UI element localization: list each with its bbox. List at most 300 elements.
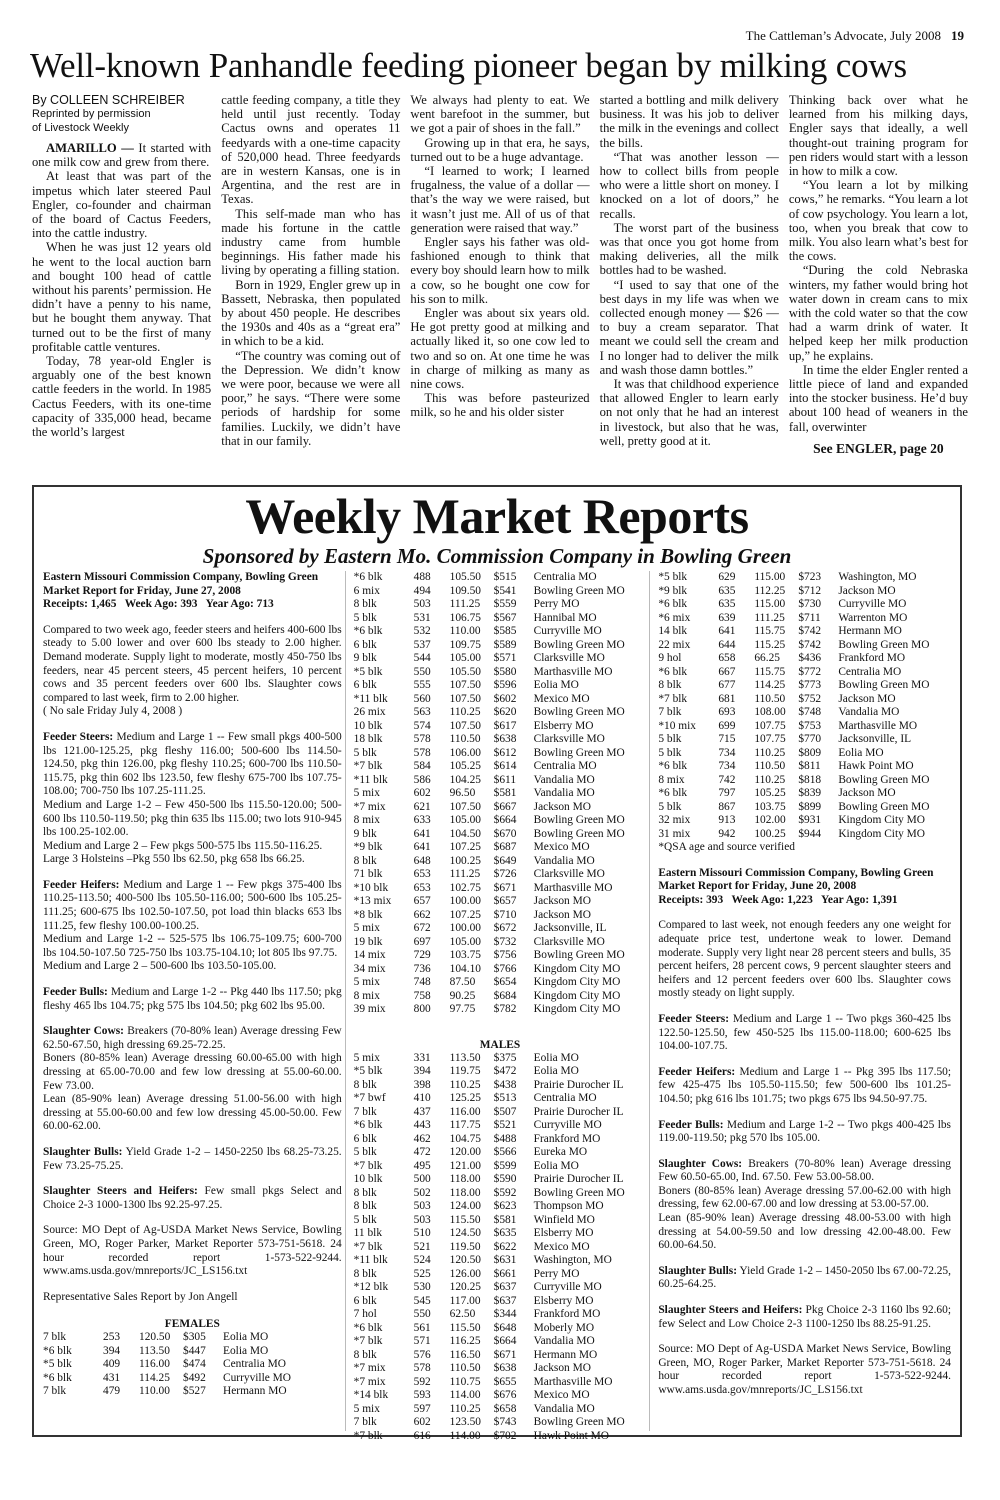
price-per-head: $648 xyxy=(493,1321,517,1334)
head-and-type: 5 mix xyxy=(353,787,380,799)
sales-row xyxy=(658,571,951,585)
consignor-location: Vandalia MO xyxy=(533,773,595,786)
head-and-type: 8 blk xyxy=(353,598,377,610)
avg-weight: 410 xyxy=(413,1092,431,1104)
consignor-location: Curryville MO xyxy=(533,1281,602,1293)
head-and-type: 34 mix xyxy=(353,962,386,975)
sales-row xyxy=(43,1372,342,1386)
avg-weight: 699 xyxy=(718,719,736,732)
price-cwt: 102.75 xyxy=(449,881,481,894)
source-note: Source: MO Dept of Ag-USDA Market News Service, Bowling Green, MO, Roger Parker, Market Reporter 573-751-5618. 24 hour recorded report 1-573-522-9244. www.ams.usda.gov/mnreports/JC_LS156.txt xyxy=(43,1224,342,1278)
report-2-sections xyxy=(658,1013,951,1331)
head-and-type: *5 blk xyxy=(353,1065,383,1077)
avg-weight: 462 xyxy=(413,1132,431,1145)
section-label: Slaughter Bulls: xyxy=(658,1264,737,1277)
head-and-type: 8 blk xyxy=(353,1200,377,1212)
price-cwt: 110.25 xyxy=(449,1402,481,1415)
avg-weight: 253 xyxy=(103,1331,121,1344)
price-per-head: $702 xyxy=(493,1429,517,1442)
sales-row xyxy=(354,1416,647,1430)
consignor-location: Moberly MO xyxy=(533,1321,595,1334)
avg-weight: 530 xyxy=(413,1281,431,1293)
avg-weight: 586 xyxy=(413,773,431,786)
consignor-location: Eolia MO xyxy=(223,1331,269,1344)
head-and-type: *10 blk xyxy=(353,881,389,894)
head-and-type: 31 mix xyxy=(658,827,691,840)
consignor-location: Centralia MO xyxy=(838,665,902,678)
price-per-head: $730 xyxy=(798,598,822,610)
price-cwt: 104.75 xyxy=(449,1132,481,1145)
consignor-location: Bowling Green MO xyxy=(533,827,625,840)
section-label: Feeder Steers: xyxy=(658,1012,730,1025)
avg-weight: 729 xyxy=(413,949,431,961)
price-cwt: 115.50 xyxy=(449,1321,481,1334)
consignor-location: Mexico MO xyxy=(533,841,590,853)
price-cwt: 110.25 xyxy=(754,746,786,759)
sales-row xyxy=(354,1335,647,1349)
price-per-head: $581 xyxy=(493,787,517,799)
article-body xyxy=(32,93,968,481)
price-cwt: 107.75 xyxy=(754,719,786,732)
price-per-head: $671 xyxy=(493,1348,517,1361)
head-and-type: *7 blk xyxy=(353,1240,383,1253)
price-cwt: 105.50 xyxy=(449,665,481,678)
price-per-head: $664 xyxy=(493,814,517,826)
head-and-type: 9 blk xyxy=(353,652,377,664)
consignor-location: Winfield MO xyxy=(533,1213,595,1226)
price-per-head: $782 xyxy=(493,1003,517,1015)
avg-weight: 545 xyxy=(413,1294,431,1307)
section-line: Pkg Choice 2-3 1160 lbs 92.60; few Select and Low Choice 2-3 1100-1250 lbs 88.25-91.25. xyxy=(658,1304,951,1330)
sales-row xyxy=(354,1079,647,1093)
head-and-type: *9 blk xyxy=(658,584,688,597)
head-and-type: 8 blk xyxy=(353,1186,377,1199)
market-section xyxy=(658,1304,951,1331)
avg-weight: 639 xyxy=(718,611,736,624)
section-line: Yield Grade 1-2 – 1450-2050 lbs 67.00-72.25, 60.25-64.25. xyxy=(658,1264,951,1291)
head-and-type: *7 blk xyxy=(353,1335,383,1347)
consignor-location: Vandalia MO xyxy=(533,1335,595,1347)
head-and-type: 8 blk xyxy=(353,1267,377,1280)
paragraph: “You learn a lot by milking cows,” he remarks. “You learn a lot of cow psychology. You learn a lot, too, when you break that cow to milk. You also learn what’s best for the cows. xyxy=(788,178,969,264)
consignor-location: Washington, MO xyxy=(838,571,917,583)
price-per-head: $655 xyxy=(493,1375,517,1388)
sales-row xyxy=(354,1200,647,1214)
sales-row xyxy=(658,760,951,774)
price-per-head: $623 xyxy=(493,1200,517,1212)
sales-row xyxy=(354,598,647,612)
price-cwt: 115.00 xyxy=(754,571,786,583)
price-cwt: 96.50 xyxy=(449,787,476,799)
head-and-type: 6 blk xyxy=(353,1294,377,1307)
head-and-type: 8 blk xyxy=(353,854,377,867)
price-per-head: $513 xyxy=(493,1092,517,1104)
market-section xyxy=(43,1025,342,1134)
consignor-location: Elsberry MO xyxy=(533,1294,594,1307)
head-and-type: 5 blk xyxy=(353,1146,377,1158)
price-cwt: 110.00 xyxy=(139,1385,170,1398)
report-summary: Compared to two week ago, feeder steers and heifers 400-600 lbs steady to 5.00 lower and over 600 lbs steady to 2.00 higher. Demand moderate. Supply light to moderate, mostly 450-750 lbs feeders, near 45 percent steers, 45 percent heifers, 10 percent cows and 35 percent feeders over 600 lbs. Slaughter cows compared to last week, firm to 2.00 higher. xyxy=(43,623,342,704)
consignor-location: Jackson MO xyxy=(838,787,896,799)
market-section xyxy=(658,1158,951,1253)
avg-weight: 641 xyxy=(413,841,431,853)
sales-row xyxy=(354,1214,647,1228)
avg-weight: 488 xyxy=(413,571,431,583)
price-cwt: 111.25 xyxy=(754,611,785,624)
sales-row xyxy=(354,720,647,734)
sales-row xyxy=(354,666,647,680)
section-label: Slaughter Cows: xyxy=(43,1025,124,1038)
avg-weight: 531 xyxy=(413,611,431,624)
avg-weight: 537 xyxy=(413,638,431,651)
consignor-location: Curryville MO xyxy=(838,598,907,610)
section-label: Slaughter Steers and Heifers: xyxy=(43,1185,198,1198)
paragraph: “During the cold Nebraska winters, my father would bring hot water down in cream cans to mix with the cold water so that the cow had a warm drink of water. It helped keep her milk production up,” he explains. xyxy=(788,263,969,363)
section-line: Medium and Large 1 -- Few pkgs 375-400 lbs 110.25-113.50; 400-500 lbs 105.50-116.00; 500-600 lbs 105.25-111.25; 600-675 lbs 102.50-107.50, pot load thin blacks 653 lbs 111.25, few fleshy 100.00-100.25. xyxy=(43,878,342,932)
price-per-head: $818 xyxy=(798,773,822,786)
price-cwt: 120.25 xyxy=(449,1281,481,1293)
price-cwt: 104.50 xyxy=(449,827,481,840)
continued-link[interactable]: See ENGLER, page 20 xyxy=(813,440,944,456)
sales-row xyxy=(658,787,951,801)
section-line: Breakers (70-80% lean) Average dressing Few 60.50-65.00, Ind. 67.50. Few 53.00-58.00. xyxy=(658,1157,951,1184)
sales-row xyxy=(354,1146,647,1160)
females-heading: FEMALES xyxy=(164,1318,220,1331)
head-and-type: 26 mix xyxy=(353,706,386,718)
head-and-type: *6 blk xyxy=(658,665,688,678)
price-cwt: 107.50 xyxy=(449,800,481,813)
price-per-head: $752 xyxy=(798,692,822,705)
avg-weight: 525 xyxy=(413,1267,431,1280)
consignor-location: Jacksonville, IL xyxy=(533,922,607,934)
consignor-location: Eureka MO xyxy=(533,1146,588,1158)
section-line: Lean (85-90% lean) Average dressing 51.00-56.00 with high dressing at 55.00-60.00 and few low dressing 45.00-50.00. Few 60.00-62.00. xyxy=(43,1093,342,1133)
market-section xyxy=(658,1265,951,1292)
avg-weight: 662 xyxy=(413,908,431,921)
price-per-head: $488 xyxy=(493,1132,517,1145)
avg-weight: 616 xyxy=(413,1429,431,1442)
avg-weight: 479 xyxy=(103,1385,121,1398)
head-and-type: *7 blk xyxy=(353,760,383,772)
consignor-location: Perry MO xyxy=(533,598,580,610)
section-label: Slaughter Steers and Heifers: xyxy=(658,1304,803,1317)
consignor-location: Mexico MO xyxy=(533,1389,590,1401)
price-per-head: $571 xyxy=(493,652,517,664)
price-per-head: $687 xyxy=(493,841,517,853)
sales-row xyxy=(354,612,647,626)
avg-weight: 913 xyxy=(718,814,736,826)
head-and-type: 7 blk xyxy=(43,1331,67,1344)
price-per-head: $649 xyxy=(493,854,517,867)
consignor-location: Jackson MO xyxy=(838,584,896,597)
avg-weight: 510 xyxy=(413,1227,431,1239)
consignor-location: Vandalia MO xyxy=(533,1402,595,1415)
price-cwt: 120.50 xyxy=(449,1254,481,1266)
source-note: Source: MO Dept of Ag-USDA Market News Service, Bowling Green, MO, Roger Parker, Market Reporter 573-751-5618. 24 hour recorded report 1-573-522-9244. www.ams.usda.gov/mnreports/JC_LS156.txt xyxy=(658,1343,951,1396)
sales-row xyxy=(354,990,647,1004)
consignor-location: Marthasville MO xyxy=(838,719,918,732)
avg-weight: 398 xyxy=(413,1078,431,1091)
market-reports-title: Weekly Market Reports xyxy=(245,488,749,544)
sales-row xyxy=(354,936,647,950)
section-line: Breakers (70-80% lean) Average dressing Few 62.50-67.50, high dressing 69.25-72.25. xyxy=(43,1025,342,1051)
avg-weight: 715 xyxy=(718,733,736,745)
head-and-type: *5 blk xyxy=(353,665,383,678)
price-cwt: 110.00 xyxy=(449,625,481,637)
price-per-head: $839 xyxy=(798,787,822,799)
price-cwt: 120.50 xyxy=(139,1331,171,1344)
price-per-head: $527 xyxy=(183,1385,206,1398)
sales-row xyxy=(354,1092,647,1106)
consignor-location: Frankford MO xyxy=(838,652,906,664)
head-and-type: 6 blk xyxy=(353,679,377,691)
consignor-location: Marthasville MO xyxy=(533,881,613,894)
sales-row xyxy=(354,1389,647,1403)
avg-weight: 592 xyxy=(413,1375,431,1388)
running-head xyxy=(746,28,964,44)
head-and-type: *7 mix xyxy=(353,1375,386,1388)
price-per-head: $567 xyxy=(493,611,517,624)
price-cwt: 119.75 xyxy=(449,1065,481,1077)
sales-row xyxy=(354,895,647,909)
price-cwt: 90.25 xyxy=(449,989,476,1002)
price-per-head: $541 xyxy=(493,584,517,597)
price-per-head: $756 xyxy=(493,949,517,961)
avg-weight: 431 xyxy=(103,1371,121,1384)
price-cwt: 113.50 xyxy=(449,1051,481,1064)
no-sale-note: ( No sale Friday July 4, 2008 ) xyxy=(43,705,183,718)
price-per-head: $507 xyxy=(493,1105,517,1118)
avg-weight: 524 xyxy=(413,1254,431,1266)
avg-weight: 742 xyxy=(718,773,736,786)
sales-row xyxy=(354,1052,647,1066)
price-per-head: $580 xyxy=(493,665,517,678)
males-heading: MALES xyxy=(479,1038,521,1051)
avg-weight: 797 xyxy=(718,787,736,799)
head-and-type: 8 blk xyxy=(658,679,682,691)
head-and-type: *6 blk xyxy=(353,1119,383,1131)
avg-weight: 648 xyxy=(413,854,431,867)
paragraph: The worst part of the business was that once you got home from making deliveries, all the milk bottles had to be washed. xyxy=(599,220,779,278)
sales-row xyxy=(354,571,647,585)
sales-row xyxy=(354,1254,647,1268)
price-cwt: 110.50 xyxy=(449,1362,481,1374)
sales-row xyxy=(354,679,647,693)
market-column-1 xyxy=(40,571,345,1431)
consignor-location: Thompson MO xyxy=(533,1200,604,1212)
price-per-head: $766 xyxy=(493,962,517,975)
paragraph: Today, 78 year-old Engler is arguably one of the best known cattle feeders in the world. In 1985 Cactus Feeders, with its one-time capacity of 335,000 head, became the world’s largest xyxy=(32,354,212,440)
head-and-type: *13 mix xyxy=(353,895,392,907)
sales-row xyxy=(658,612,951,626)
head-and-type: *12 blk xyxy=(353,1281,389,1293)
avg-weight: 653 xyxy=(413,868,431,880)
sales-row xyxy=(354,1133,647,1147)
avg-weight: 681 xyxy=(718,692,736,705)
consignor-location: Bowling Green MO xyxy=(838,679,930,691)
sales-row xyxy=(658,652,951,666)
price-cwt: 107.50 xyxy=(449,719,481,732)
price-per-head: $592 xyxy=(493,1186,517,1199)
head-and-type: *14 blk xyxy=(353,1389,389,1401)
paragraph: AMARILLO — It started with one milk cow and grew from there. xyxy=(32,141,212,170)
price-per-head: $515 xyxy=(493,571,517,583)
price-per-head: $931 xyxy=(798,814,822,826)
avg-weight: 641 xyxy=(413,827,431,840)
head-and-type: *6 blk xyxy=(353,571,383,583)
section-label: Feeder Steers: xyxy=(43,730,114,743)
avg-weight: 593 xyxy=(413,1389,431,1401)
avg-weight: 734 xyxy=(718,760,736,772)
sales-row xyxy=(354,922,647,936)
head-and-type: 7 blk xyxy=(353,1416,377,1428)
price-per-head: $344 xyxy=(493,1308,517,1320)
price-cwt: 116.50 xyxy=(449,1348,481,1361)
price-per-head: $661 xyxy=(493,1267,517,1280)
consignor-location: Centralia MO xyxy=(533,1092,597,1104)
section-label: Slaughter Cows: xyxy=(658,1157,743,1170)
price-cwt: 111.25 xyxy=(449,598,481,610)
sales-row xyxy=(354,585,647,599)
price-per-head: $667 xyxy=(493,800,517,813)
head-and-type: 8 mix xyxy=(353,814,380,826)
paragraph: At least that was part of the impetus which later steered Paul Engler, co-founder and chairman of the board of Cactus Feeders, into the cattle industry. xyxy=(32,169,212,241)
head-and-type: *6 blk xyxy=(658,598,688,610)
sales-row xyxy=(354,693,647,707)
sales-row xyxy=(354,868,647,882)
market-column-3 xyxy=(649,571,954,1431)
avg-weight: 697 xyxy=(413,935,431,948)
sales-row xyxy=(354,909,647,923)
price-per-head: $742 xyxy=(798,625,822,637)
price-cwt: 115.50 xyxy=(449,1213,481,1226)
page-number: 19 xyxy=(951,28,964,43)
price-per-head: $811 xyxy=(798,760,821,772)
head-and-type: 11 blk xyxy=(353,1227,383,1239)
avg-weight: 629 xyxy=(718,571,736,583)
head-and-type: *11 blk xyxy=(353,1254,388,1266)
price-per-head: $638 xyxy=(493,1362,517,1374)
sales-row xyxy=(354,841,647,855)
section-label: Feeder Heifers: xyxy=(658,1065,736,1078)
avg-weight: 602 xyxy=(413,1416,431,1428)
price-cwt: 105.00 xyxy=(449,935,481,948)
section-line: Medium and Large 1-2 – Few 450-500 lbs 115.50-120.00; 500-600 lbs 110.50-119.50; pkg thin 635 lbs 115.00; two lots 910-945 lbs 100.25-102.00. xyxy=(43,798,342,839)
avg-weight: 758 xyxy=(413,989,431,1002)
section-line: Medium and Large 1-2 -- Pkg 440 lbs 117.50; pkg fleshy 465 lbs 104.75; pkg 575 lbs 104.50; pkg 602 lbs 95.00. xyxy=(43,986,342,1012)
consignor-location: Kingdom City MO xyxy=(533,962,621,975)
paragraph: cattle feeding company, a title they held until just recently. Today Cactus owns and operates 11 feedyards with a one-time capacity of 520,000 head. Three feedyards are in western Kansas, one is in Argentina, and the rest are in Texas. xyxy=(221,93,401,207)
article-column-1 xyxy=(32,93,211,481)
head-and-type: 9 hol xyxy=(658,652,682,664)
consignor-location: Vandalia MO xyxy=(838,706,900,718)
price-per-head: $447 xyxy=(183,1344,206,1357)
consignor-location: Warrenton MO xyxy=(838,611,908,624)
sales-row xyxy=(658,814,951,828)
market-section xyxy=(43,1185,342,1212)
head-and-type: 7 blk xyxy=(353,1105,377,1118)
avg-weight: 437 xyxy=(413,1105,431,1118)
price-cwt: 110.25 xyxy=(754,773,786,786)
consignor-location: Clarksville MO xyxy=(533,652,605,664)
head-and-type: 8 blk xyxy=(353,1348,377,1361)
consignor-location: Curryville MO xyxy=(223,1371,292,1384)
qsa-footnote: *QSA age and source verified xyxy=(658,841,795,853)
price-cwt: 117.00 xyxy=(449,1294,481,1307)
avg-weight: 602 xyxy=(413,787,431,799)
price-per-head: $654 xyxy=(493,976,517,988)
consignor-location: Kingdom City MO xyxy=(533,989,621,1002)
consignor-location: Hermann MO xyxy=(223,1385,287,1398)
consignor-location: Bowling Green MO xyxy=(533,1186,625,1199)
section-label: Feeder Bulls: xyxy=(658,1118,724,1131)
head-and-type: *6 blk xyxy=(43,1371,72,1384)
consignor-location: Eolia MO xyxy=(838,746,884,759)
publication-name: The Cattleman’s Advocate, July 2008 xyxy=(745,28,941,43)
section-line: Medium and Large 2 – Few pkgs 500-575 lbs 115.50-116.25. xyxy=(43,839,323,852)
price-per-head: $773 xyxy=(798,679,822,691)
consignor-location: Frankford MO xyxy=(533,1132,601,1145)
head-and-type: *9 blk xyxy=(353,841,383,853)
price-cwt: 113.50 xyxy=(139,1344,170,1357)
price-cwt: 100.00 xyxy=(449,895,481,907)
price-per-head: $559 xyxy=(493,598,517,610)
price-cwt: 115.75 xyxy=(754,625,786,637)
consignor-location: Eolia MO xyxy=(533,679,579,691)
consignor-location: Washington, MO xyxy=(533,1254,612,1266)
head-and-type: 6 blk xyxy=(353,638,377,651)
market-section xyxy=(43,986,342,1013)
head-and-type: *5 blk xyxy=(43,1358,72,1371)
section-line: Few small pkgs Select and Choice 2-3 1000-1300 lbs 92.25-97.25. xyxy=(43,1185,342,1211)
price-cwt: 87.50 xyxy=(449,976,476,988)
sales-row xyxy=(354,1376,647,1390)
price-per-head: $657 xyxy=(493,895,517,907)
sales-row xyxy=(354,639,647,653)
sales-row xyxy=(43,1385,342,1399)
consignor-location: Prairie Durocher IL xyxy=(533,1078,624,1091)
consignor-location: Frankford MO xyxy=(533,1308,601,1320)
section-line: Medium and Large 1 -- Few small pkgs 400-500 lbs 121.00-125.25, pkg fleshy 116.00; 500-600 lbs 114.50-124.50, pkg thin 126.00, pkg fleshy 110.25; 600-700 lbs 110.50-115.75, pkg thin 602 lbs 123.50, few fleshy 675-700 lbs 107.75-108.00; 700-750 lbs 107.25-111.25. xyxy=(43,730,342,798)
avg-weight: 532 xyxy=(413,625,431,637)
avg-weight: 578 xyxy=(413,746,431,759)
head-and-type: *6 blk xyxy=(353,625,383,637)
head-and-type: *7 blk xyxy=(353,1159,383,1172)
avg-weight: 653 xyxy=(413,881,431,894)
price-per-head: $602 xyxy=(493,692,517,705)
price-per-head: $676 xyxy=(493,1389,517,1401)
price-cwt: 120.00 xyxy=(449,1146,481,1158)
article-column-3 xyxy=(410,93,589,481)
price-cwt: 66.25 xyxy=(754,652,780,664)
price-cwt: 105.00 xyxy=(449,814,481,826)
price-per-head: $612 xyxy=(493,746,517,759)
head-and-type: 5 blk xyxy=(658,800,682,813)
avg-weight: 658 xyxy=(718,652,736,664)
section-line: Medium and Large 1 -- Pkg 395 lbs 117.50; few 425-475 lbs 105.50-115.50; few 500-600 lbs 101.25-104.50; pkg 616 lbs 101.75; two pkgs 675 lbs 94.50-97.75. xyxy=(658,1065,951,1105)
price-per-head: $585 xyxy=(493,625,517,637)
sales-row xyxy=(354,733,647,747)
dateline: AMARILLO — xyxy=(46,141,134,155)
consignor-location: Jackson MO xyxy=(533,908,591,921)
consignor-location: Jacksonville, IL xyxy=(838,733,912,745)
price-per-head: $742 xyxy=(798,638,822,651)
head-and-type: 10 blk xyxy=(353,1173,383,1185)
market-section xyxy=(43,1146,342,1173)
price-per-head: $809 xyxy=(798,746,822,759)
price-cwt: 110.25 xyxy=(449,1078,481,1091)
market-section xyxy=(43,731,342,867)
